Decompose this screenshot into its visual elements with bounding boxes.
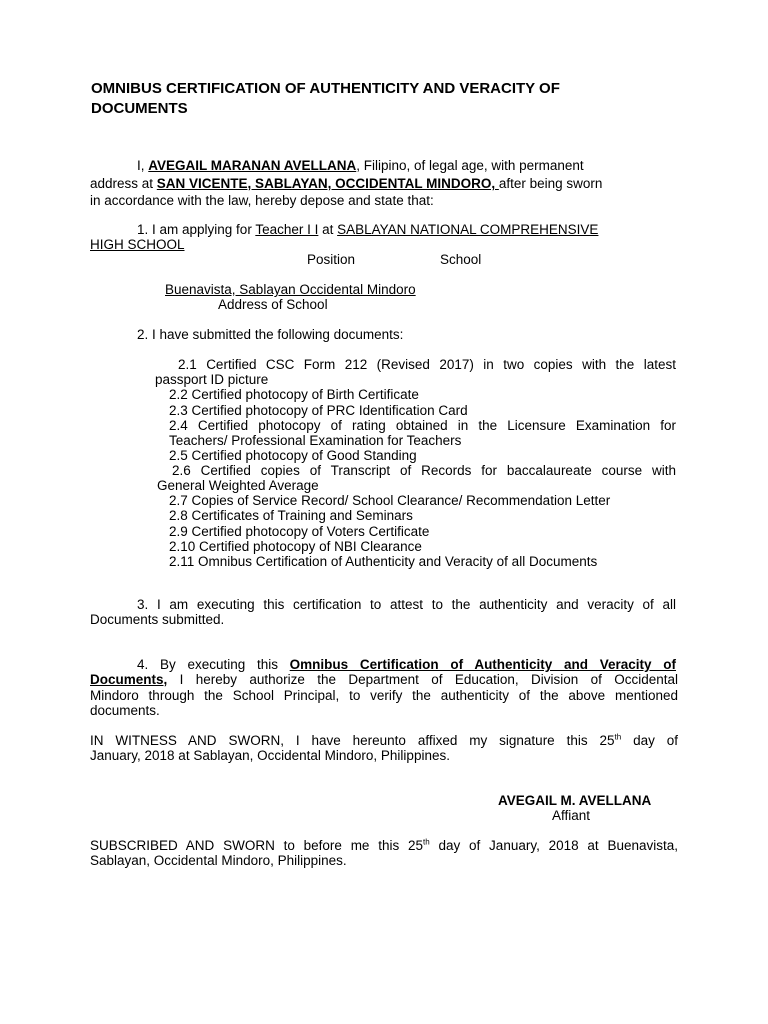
intro-line-1: I, AVEGAIL MARANAN AVELLANA, Filipino, of legal age, with permanent	[137, 158, 584, 173]
school-label: School	[440, 252, 482, 267]
permanent-address: SAN VICENTE, SABLAYAN, OCCIDENTAL MINDORO,	[156, 176, 499, 191]
list-item: 2.9 Certified photocopy of Voters Certificate	[169, 524, 430, 539]
list-item: Teachers/ Professional Examination for Teachers	[169, 433, 462, 448]
witness-line-2: January, 2018 at Sablayan, Occidental Mindoro, Philippines.	[90, 748, 450, 763]
certification-title-a: Omnibus Certification of Authenticity and Veracity of	[289, 657, 676, 672]
affiant-label: Affiant	[552, 808, 591, 823]
title-line-1: OMNIBUS CERTIFICATION OF AUTHENTICITY AND VERACITY OF	[91, 80, 560, 97]
position-applied: Teacher I I	[255, 222, 319, 237]
affiant-full-name: AVEGAIL MARANAN AVELLANA	[148, 158, 357, 173]
subscribed-line-2: Sablayan, Occidental Mindoro, Philippines.	[90, 853, 347, 868]
title-line-2: DOCUMENTS	[91, 100, 188, 117]
school-name-part-1: SABLAYAN NATIONAL COMPREHENSIVE	[337, 222, 599, 237]
list-item: 2.2 Certified photocopy of Birth Certificate	[169, 387, 419, 402]
item-4-line-4: documents.	[90, 703, 160, 718]
item-2-heading: 2. I have submitted the following documents:	[137, 327, 404, 342]
list-item: 2.11 Omnibus Certification of Authenticity and Veracity of all Documents	[169, 554, 598, 569]
intro-line-3: in accordance with the law, hereby depose and state that:	[90, 193, 434, 208]
subscribed-line-1: SUBSCRIBED AND SWORN to before me this 25th day of January, 2018 at Buenavista,	[90, 837, 678, 853]
intro-line-2: address at SAN VICENTE, SABLAYAN, OCCIDENTAL MINDORO, after being sworn	[90, 176, 603, 191]
list-item: 2.4 Certified photocopy of rating obtained in the Licensure Examination for	[169, 418, 676, 433]
position-label: Position	[307, 252, 356, 267]
affiant-name: AVEGAIL M. AVELLANA	[498, 793, 652, 808]
list-item: 2.1 Certified CSC Form 212 (Revised 2017) in two copies with the latest	[178, 357, 676, 372]
school-address: Buenavista, Sablayan Occidental Mindoro	[165, 282, 416, 297]
list-item: 2.3 Certified photocopy of PRC Identification Card	[169, 403, 468, 418]
item-4-line-3: Mindoro through the School Principal, to verify the authenticity of the above mentioned	[90, 688, 678, 703]
list-item: 2.7 Copies of Service Record/ School Clearance/ Recommendation Letter	[169, 493, 611, 508]
item-3-line-2: Documents submitted.	[90, 612, 225, 627]
address-of-school-label: Address of School	[218, 297, 328, 312]
document-title	[91, 79, 560, 119]
list-item: passport ID picture	[155, 372, 269, 387]
list-item: 2.10 Certified photocopy of NBI Clearance	[169, 539, 422, 554]
item-4-line-1: 4. By executing this Omnibus Certification of Authenticity and Veracity of	[137, 657, 676, 672]
list-item: 2.6 Certified copies of Transcript of Records for baccalaureate course with	[172, 463, 676, 478]
item-3-line-1: 3. I am executing this certification to attest to the authenticity and veracity of all	[137, 597, 676, 612]
school-name-part-2: HIGH SCHOOL	[90, 237, 185, 252]
list-item: General Weighted Average	[157, 478, 319, 493]
witness-line-1: IN WITNESS AND SWORN, I have hereunto affixed my signature this 25th day of	[90, 732, 679, 748]
list-item: 2.8 Certificates of Training and Seminars	[169, 508, 413, 523]
list-item: 2.5 Certified photocopy of Good Standing	[169, 448, 417, 463]
item-4-line-2: Documents, I hereby authorize the Department of Education, Division of Occidental	[90, 672, 678, 687]
item-1-line-1: 1. I am applying for Teacher I I at SABLAYAN NATIONAL COMPREHENSIVE	[137, 222, 599, 237]
certification-title-b: Documents,	[90, 672, 168, 687]
